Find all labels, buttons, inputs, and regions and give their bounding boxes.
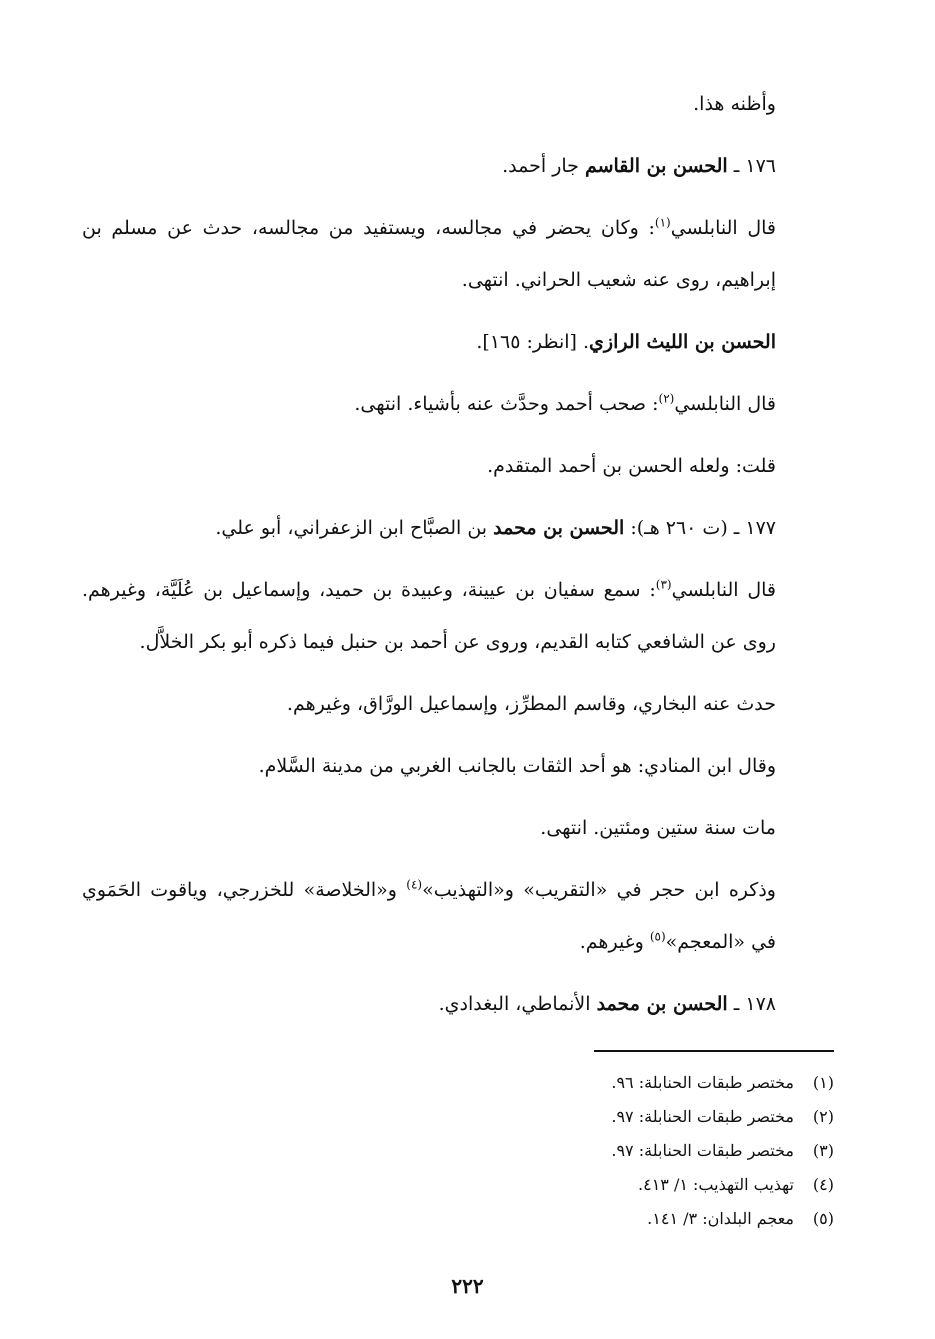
footnote-number: (٤) bbox=[812, 1175, 834, 1194]
entry-name: الحسن بن الليث الرازي bbox=[589, 331, 776, 353]
footnote-ref[interactable]: (١) bbox=[654, 215, 671, 230]
paragraph-qultu bbox=[82, 440, 834, 492]
entry-name: الحسن بن محمد bbox=[596, 993, 728, 1015]
page-body bbox=[82, 78, 834, 1040]
text: حدث عنه البخاري، وقاسم المطرِّز، وإسماعيل الورَّاق، وغيرهم. bbox=[286, 693, 776, 715]
footnote-4 bbox=[594, 1168, 834, 1202]
footnotes bbox=[594, 1050, 834, 1236]
footnote-number: (١) bbox=[812, 1073, 834, 1092]
text: قلت: ولعله الحسن بن أحمد المتقدم. bbox=[487, 455, 776, 477]
entry-178-heading bbox=[82, 978, 834, 1030]
footnote-ref[interactable]: (٥) bbox=[649, 929, 666, 944]
entry-rest: بن الصبَّاح ابن الزعفراني، أبو علي. bbox=[215, 517, 494, 539]
footnote-text: مختصر طبقات الحنابلة: ٩٦. bbox=[611, 1073, 794, 1092]
entry-rest: الأنماطي، البغدادي. bbox=[438, 993, 597, 1015]
entry-name: الحسن بن محمد bbox=[493, 517, 625, 539]
text: وغيرهم. bbox=[579, 931, 650, 953]
paragraph-nabulsi-2 bbox=[82, 378, 834, 430]
entry-number: ١٧٨ ـ bbox=[727, 993, 776, 1015]
text: وذكره ابن حجر في «التقريب» و«التهذيب» bbox=[422, 879, 776, 901]
text: : صحب أحمد وحدَّث عنه بأشياء. انتهى. bbox=[354, 393, 659, 415]
text: وقال ابن المنادي: هو أحد الثقات بالجانب الغربي من مدينة السَّلام. bbox=[258, 755, 776, 777]
footnote-number: (٢) bbox=[812, 1107, 834, 1126]
footnote-divider bbox=[594, 1050, 834, 1052]
text: قال النابلسي bbox=[671, 579, 777, 601]
text: : وكان يحضر في مجالسه، ويستفيد من مجالسه، حدث عن مسلم بن إبراهيم، روى عنه شعيب الحراني. انتهى. bbox=[82, 217, 776, 291]
paragraph-nabulsi-1 bbox=[82, 202, 834, 306]
paragraph-nabulsi-3 bbox=[82, 564, 834, 668]
paragraph-ibn-hajar bbox=[82, 864, 834, 968]
text: وأظنه هذا. bbox=[693, 93, 776, 115]
paragraph-death bbox=[82, 802, 834, 854]
entry-rest: جار أحمد. bbox=[502, 155, 585, 177]
text: قال النابلسي bbox=[674, 393, 776, 415]
footnote-text: تهذيب التهذيب: ١/ ٤١٣. bbox=[638, 1175, 794, 1194]
entry-number: ١٧٧ ـ (ت ٢٦٠ هـ): bbox=[624, 517, 776, 539]
paragraph-intro bbox=[82, 78, 834, 130]
footnote-2 bbox=[594, 1100, 834, 1134]
entry-name: الحسن بن القاسم bbox=[584, 155, 728, 177]
entry-rest: . [انظر: ١٦٥]. bbox=[476, 331, 590, 353]
footnote-3 bbox=[594, 1134, 834, 1168]
footnote-number: (٥) bbox=[812, 1209, 834, 1228]
footnote-text: مختصر طبقات الحنابلة: ٩٧. bbox=[611, 1107, 794, 1126]
text: قال النابلسي bbox=[670, 217, 777, 239]
text: و«الخلاصة» للخزرجي، وياقوت الحَمَوي في «المعجم» bbox=[82, 879, 776, 953]
entry-176-heading bbox=[82, 140, 834, 192]
entry-177-heading bbox=[82, 502, 834, 554]
footnote-ref[interactable]: (٢) bbox=[658, 391, 675, 406]
footnote-text: مختصر طبقات الحنابلة: ٩٧. bbox=[611, 1141, 794, 1160]
paragraph-students bbox=[82, 678, 834, 730]
footnote-text: معجم البلدان: ٣/ ١٤١. bbox=[647, 1209, 794, 1228]
text: مات سنة ستين ومئتين. انتهى. bbox=[540, 817, 776, 839]
footnote-ref[interactable]: (٤) bbox=[406, 877, 423, 892]
footnote-5 bbox=[594, 1202, 834, 1236]
paragraph-ibn-munadi bbox=[82, 740, 834, 792]
text: : سمع سفيان بن عيينة، وعبيدة بن حميد، وإسماعيل بن عُلَيَّة، وغيرهم. روى عن الشافعي كتابه القديم، وروى عن أحمد بن حنبل فيما ذكره أبو بكر الخلاَّل. bbox=[82, 579, 776, 653]
entry-layth-heading bbox=[82, 316, 834, 368]
entry-number: ١٧٦ ـ bbox=[727, 155, 776, 177]
footnote-ref[interactable]: (٣) bbox=[655, 577, 672, 592]
footnote-number: (٣) bbox=[812, 1141, 834, 1160]
footnote-1 bbox=[594, 1066, 834, 1100]
page-number: ٢٢٢ bbox=[451, 1274, 484, 1298]
